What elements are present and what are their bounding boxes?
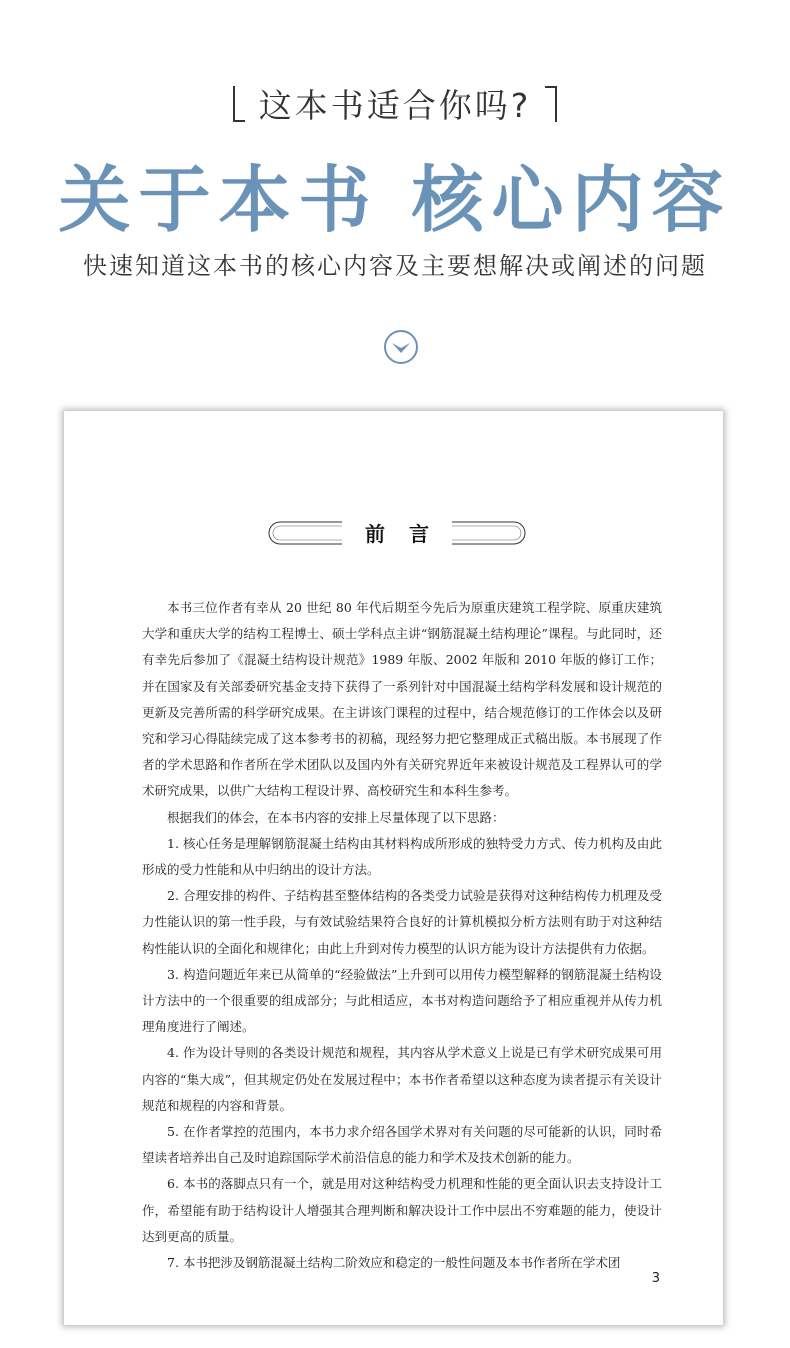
main-title: 关于本书 核心内容 <box>58 157 732 242</box>
page-number: 3 <box>651 1271 660 1286</box>
paragraph: 1. 核心任务是理解钢筋混凝土结构由其材料构成所形成的独特受力方式、传力机构及由此形成的受力性能和从中归纳出的设计方法。 <box>142 835 662 878</box>
paragraph: 6. 本书的落脚点只有一个，就是用对这种结构受力机理和性能的更全面认识去支持设计工作，希望能有助于结构设计人增强其合理判断和解决设计工作中层出不穷难题的能力，使设计达到更高的质量。 <box>142 1176 662 1244</box>
paragraph: 本书三位作者有幸从 20 世纪 80 年代后期至今先后为原重庆建筑工程学院、原重庆建筑大学和重庆大学的结构工程博士、硕士学科点主讲“钢筋混凝土结构理论”课程。与此同时，还有幸先后参加了《混凝土结构设计规范》1989 年版、2002 年版和 2010 年版的修订工作；并在国家及有关部委研究基金支持下获得了一系列针对中国混凝土结构学科发展和设计规范的更新及完善所需的科学研究成果。在主讲该门课程的过程中，结合规范修订的工作体会以及研究和学习心得陆续完成了这本参考书的初稿，现经努力把它整理成正式稿出版。本书展现了作者的学术思路和作者所在学术团队以及国内外有关研究界近年来被设计规范及工程界认可的学术研究成果，以供广大结构工程设计界、高校研究生和本科生参考。 <box>142 600 662 799</box>
book-page <box>64 411 723 1325</box>
paragraph: 3. 构造问题近年来已从简单的“经验做法”上升到可以用传力模型解释的钢筋混凝土结构设计方法中的一个很重要的组成部分；与此相适应，本书对构造问题给予了相应重视并从传力机理角度进行了阐述。 <box>142 966 662 1035</box>
paragraph: 5. 在作者掌控的范围内，本书力求介绍各国学术界对有关问题的尽可能新的认识，同时希望读者培养出自己及时追踪国际学术前沿信息的能力和学术及技术创新的能力。 <box>142 1124 662 1166</box>
paragraph: 2. 合理安排的构件、子结构甚至整体结构的各类受力试验是获得对这种结构传力机理及受力性能认识的第一性手段，与有效试验结果符合良好的计算机模拟分析方法则有助于对这种结构性能认识的全面化和规律化；由此上升到对传力模型的认识方能为设计方法提供有力依据。 <box>142 888 662 956</box>
subtitle: 快速知道这本书的核心内容及主要想解决或阐述的问题 <box>83 252 707 280</box>
paragraph: 7. 本书把涉及钢筋混凝土结构二阶效应和稳定的一般性问题及本书作者所在学术团 <box>167 1255 621 1271</box>
preface-heading-box <box>268 520 526 544</box>
preface-heading: 前言 <box>365 522 453 546</box>
header-tag <box>0 80 790 130</box>
preface-body <box>142 595 662 1276</box>
left-bracket-decoration <box>233 86 245 122</box>
chevron-down-circle-icon <box>383 329 419 365</box>
paragraph: 根据我们的体会，在本书内容的安排上尽量体现了以下思路： <box>167 809 505 825</box>
right-bracket-decoration <box>545 86 557 122</box>
paragraph: 4. 作为设计导则的各类设计规范和规程，其内容从学术意义上说是已有学术研究成果可用内容的“集大成”，但其规定仍处在发展过程中；本书作者希望以这种态度为读者提示有关设计规范和规程的内容和背景。 <box>142 1045 662 1113</box>
tagline: 这本书适合你吗? <box>258 86 532 125</box>
